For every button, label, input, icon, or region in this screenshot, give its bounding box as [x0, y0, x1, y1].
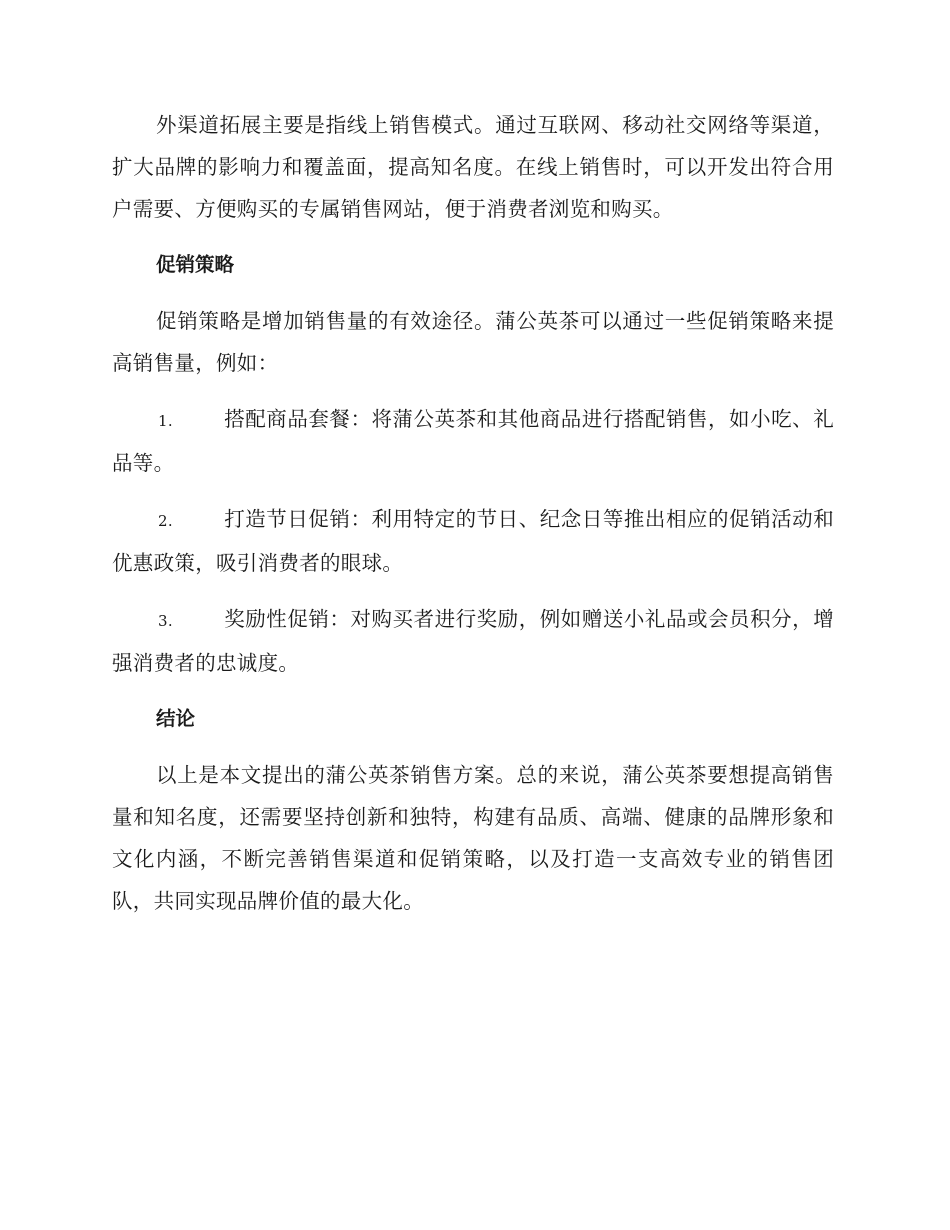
- list-item-text: 搭配商品套餐：将蒲公英茶和其他商品进行搭配销售，如小吃、礼品等。: [112, 407, 834, 475]
- list-item-number: 2.: [158, 512, 173, 530]
- conclusion-paragraph: 以上是本文提出的蒲公英茶销售方案。总的来说，蒲公英茶要想提高销售量和知名度，还需要坚持创新和独特，构建有品质、高端、健康的品牌形象和文化内涵，不断完善销售渠道和促销策略，以及打造一支高效专业的销售团队，共同实现品牌价值的最大化。: [112, 763, 834, 913]
- list-item: [112, 398, 834, 484]
- list-item-text: 打造节日促销：利用特定的节日、纪念日等推出相应的促销活动和优惠政策，吸引消费者的眼球。: [112, 507, 834, 575]
- promotion-heading: 促销策略: [156, 253, 235, 276]
- list-item: [112, 498, 834, 584]
- list-item-number: 3.: [158, 612, 173, 630]
- conclusion-heading: 结论: [156, 707, 196, 730]
- list-item-text: 奖励性促销：对购买者进行奖励，例如赠送小礼品或会员积分，增强消费者的忠诚度。: [112, 607, 834, 675]
- list-item-number: 1.: [158, 412, 173, 430]
- list-item: [112, 598, 834, 684]
- intro-paragraph: 外渠道拓展主要是指线上销售模式。通过互联网、移动社交网络等渠道，扩大品牌的影响力和覆盖面，提高知名度。在线上销售时，可以开发出符合用户需要、方便购买的专属销售网站，便于消费者浏览和购买。: [112, 113, 834, 221]
- document-page: [112, 104, 834, 936]
- promotion-intro-paragraph: 促销策略是增加销售量的有效途径。蒲公英茶可以通过一些促销策略来提高销售量，例如：: [112, 309, 834, 375]
